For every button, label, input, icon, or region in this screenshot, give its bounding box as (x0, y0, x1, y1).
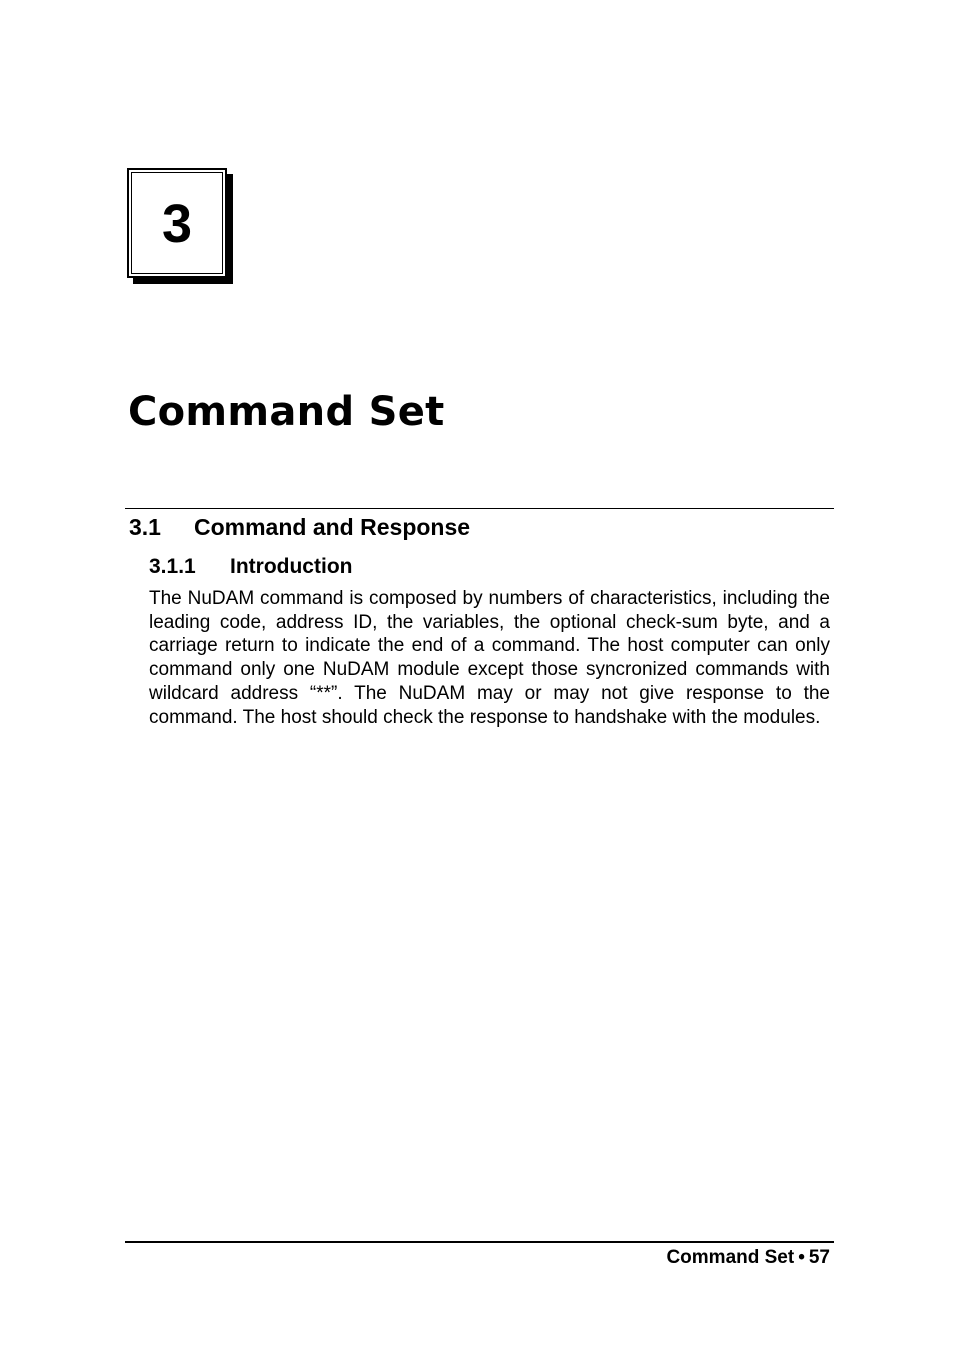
chapter-number: 3 (161, 194, 193, 254)
footer-divider (125, 1241, 834, 1243)
subsection-number: 3.1.1 (149, 555, 196, 578)
section-title: Command and Response (194, 514, 471, 540)
subsection-heading (149, 554, 352, 580)
section-number: 3.1 (129, 514, 161, 540)
chapter-title: Command Set (128, 389, 445, 435)
page-number: 57 (808, 1247, 830, 1268)
page-footer (666, 1246, 830, 1270)
chapter-number-box (127, 168, 227, 278)
subsection-title: Introduction (230, 555, 353, 578)
footer-separator: • (798, 1247, 805, 1268)
footer-label: Command Set (666, 1247, 795, 1268)
introduction-paragraph: The NuDAM command is composed by numbers of characteristics, including the leading code, address ID, the variables, the optional check-sum byte, and a carriage return to indicate the end of a command. The host computer can only command only one NuDAM module except those syncronized commands with wildcard address “**”. The NuDAM may or may not give response to the command. The host should check the response to handshake with the modules. (149, 588, 830, 728)
section-heading (129, 513, 470, 541)
section-divider (125, 508, 834, 509)
